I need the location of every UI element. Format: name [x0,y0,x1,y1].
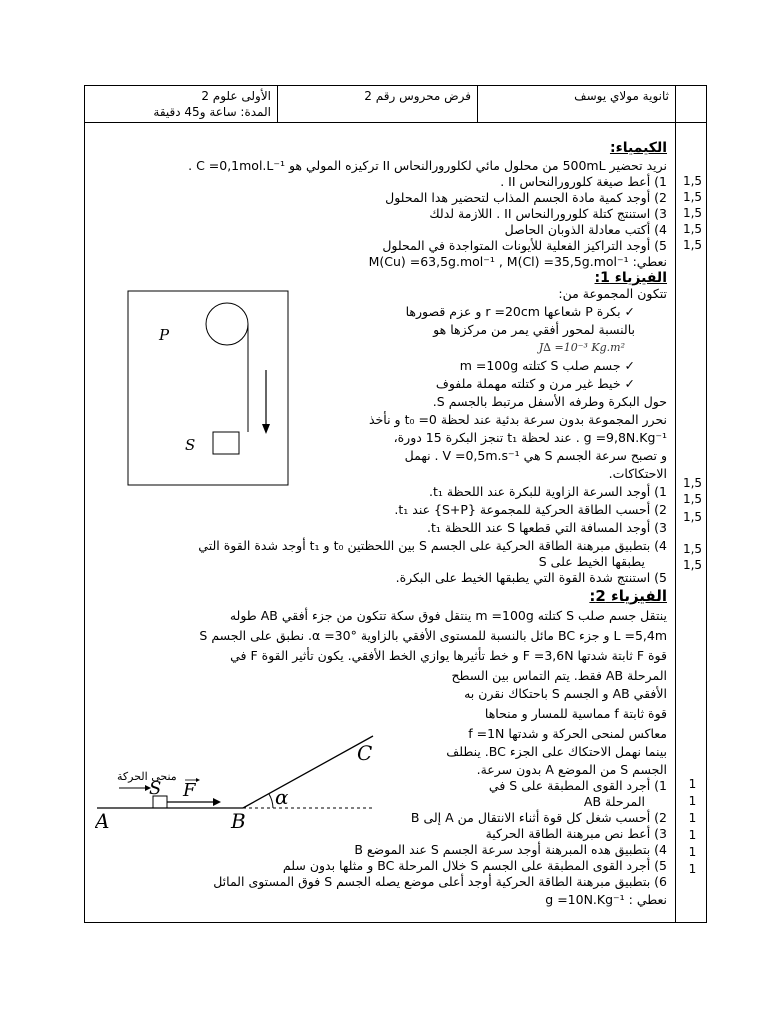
physics2-title: الفيزياء 2: [589,587,667,605]
physics2-q1: 1) أجرد القوى المطبقة على S في [488,778,667,793]
physics1-q3: 3) أوجد المسافة التي قطعها S عند اللحظة t₁. [427,520,667,535]
physics1-line: بالنسبة لمحور أفقي يمر من مركزها هو [433,322,635,337]
mark: 1,5 [682,238,703,252]
header-margin-cell [675,86,708,122]
physics2-line: المرحلة AB فقط. يتم التماس بين السطح [451,668,667,683]
physics2-line: الجسم S من الموضع A بدون سرعة. [476,762,667,777]
track-figure [95,728,395,838]
duration: المدة: ساعة و45 دقيقة [153,105,271,119]
mark: 1 [688,811,697,825]
mark: 1,5 [682,222,703,236]
physics1-line: حول البكرة وطرفه الأسفل مرتبط بالجسم S. [432,394,667,409]
mark: 1,5 [682,510,703,524]
physics1-q4-cont: يطبقها الخيط على S [538,554,645,569]
force-label: F [183,780,196,801]
exam-sheet [84,85,707,923]
chemistry-given: نعطي: M(Cu) =63,5g.mol⁻¹ , M(Cl) =35,5g.mol⁻¹ [368,254,667,269]
angle-label: α [275,785,289,809]
point-c-label: C [357,741,373,765]
physics1-line: نحرر المجموعة بدون سرعة بدئية عند لحظة t₀ =0 و نأخذ [369,412,667,427]
physics2-line: ينتقل جسم صلب S كتلته m =100g ينتقل فوق سكة تتكون من جزء أفقي AB طوله [229,608,667,623]
level-cell [85,86,277,122]
pulley-figure [127,290,289,486]
mark: 1 [688,828,697,842]
mark: 1 [688,777,697,791]
chemistry-q4: 4) أكتب معادلة الذوبان الحاصل [504,222,667,237]
chemistry-title: الكيمياء: [609,140,667,156]
physics1-q4: 4) بتطبيق مبرهنة الطاقة الحركية على الجسم S بين اللحظتين t₀ و t₁ أوجد شدة القوة التي [198,538,667,553]
mark: 1 [688,862,697,876]
direction-label: منحى الحركة [117,770,177,783]
marks-column [675,122,708,922]
physics1-q5: 5) استنتج شدة القوة التي يطبقها الخيط على البكرة. [395,570,667,585]
mark: 1 [688,794,697,808]
physics1-q2: 2) أحسب الطاقة الحركية للمجموعة {S+P} عند t₁. [394,502,667,517]
mark: 1,5 [682,190,703,204]
school-name: ثانوية مولاي يوسف [574,89,669,103]
point-b-label: B [231,809,246,833]
physics2-line: معاكس لمنحى الحركة و شدتها f =1N [468,726,667,741]
pulley-label: P [159,326,170,344]
physics1-inertia: J∆ =10⁻³ Kg.m² [538,341,625,354]
point-a-label: A [95,809,110,833]
chemistry-q1: 1) أعط صيغة كلورورالنحاس II . [500,174,667,189]
exam-title-cell [277,86,477,122]
physics1-title: الفيزياء 1: [594,270,667,286]
physics1-line: تتكون المجموعة من: [558,286,667,301]
exam-header [85,86,706,123]
mark: 1,5 [682,476,703,490]
physics1-line: الاحتكاكات. [608,466,667,481]
level: الأولى علوم 2 [201,89,271,103]
physics2-line: بينما نهمل الاحتكاك على الجزء BC. ينطلف [446,744,667,759]
physics1-line: و تصبح سرعة الجسم S هي V =0,5m.s⁻¹ . نهمل [404,448,667,463]
physics1-line: g =9,8N.Kg⁻¹ . عند لحظة t₁ تنجز البكرة 15 دورة، [393,430,667,445]
mark: 1,5 [682,174,703,188]
chemistry-q3: 3) استنتج كتلة كلورورالنحاس II . اللازمة لدلك [429,206,667,221]
mark: 1,5 [682,492,703,506]
physics2-q3: 3) أعط نص مبرهنة الطاقة الحركية [485,826,667,841]
physics2-q5: 5) أجرد القوى المطبقة على الجسم S خلال المرحلة BC و مثلها بدون سلم [282,858,667,873]
chemistry-q2: 2) أوجد كمية مادة الجسم المذاب لتحضير هدا المحلول [385,190,667,205]
exam-content [85,122,675,922]
physics1-q1: 1) أوجد السرعة الزاوية للبكرة عند اللحظة t₁. [428,484,667,499]
exam-title: فرض محروس رقم 2 [364,89,471,103]
chemistry-intro: نريد تحضير 500mL من محلول مائي لكلورورالنحاس II تركيزه المولي هو C =0,1mol.L⁻¹ . [188,158,667,173]
physics2-q6: 6) بتطبيق مبرهنة الطاقة الحركية أوجد أعلى موضع يصله الجسم S فوق المستوى المائل [213,874,667,889]
physics2-line: L =5,4m و جزء BC مائل بالنسبة للمستوى الأفقي بالزاوية α =30°. نطبق على الجسم S [199,628,667,643]
physics1-line: ✓ جسم صلب S كتلته m =100g [459,358,635,373]
body-label: S [185,436,196,454]
physics2-line: الأفقي AB و الجسم S باحتكاك نقرن به [464,686,667,701]
chemistry-q5: 5) أوجد التراكيز الفعلية للأيونات المتواجدة في المحلول [382,238,667,253]
physics2-line: قوة ثابتة f مماسية للمسار و منحاها [484,706,667,721]
mark: 1 [688,845,697,859]
mark: 1,5 [682,542,703,556]
physics1-line: ✓ خيط غير مرن و كتلته مهملة ملفوف [435,376,635,391]
school-name-cell [477,86,675,122]
mark: 1,5 [682,558,703,572]
physics2-q2: 2) أحسب شغل كل قوة أثناء الانتقال من A إلى B [410,810,667,825]
physics1-line: ✓ بكرة P شعاعها r =20cm و عزم قصورها [405,304,635,319]
physics2-q1-cont: المرحلة AB [583,794,645,809]
mark: 1,5 [682,206,703,220]
physics2-line: قوة F ثابتة شدتها F =3,6N و خط تأثيرها يوازي الخط الأفقي. يكون تأثير القوة F في [230,648,667,663]
physics2-q4: 4) بتطبيق هده المبرهنة أوجد سرعة الجسم S عند الموضع B [354,842,667,857]
physics2-given: نعطي : g =10N.Kg⁻¹ [545,892,667,907]
body-label: S [149,778,162,799]
